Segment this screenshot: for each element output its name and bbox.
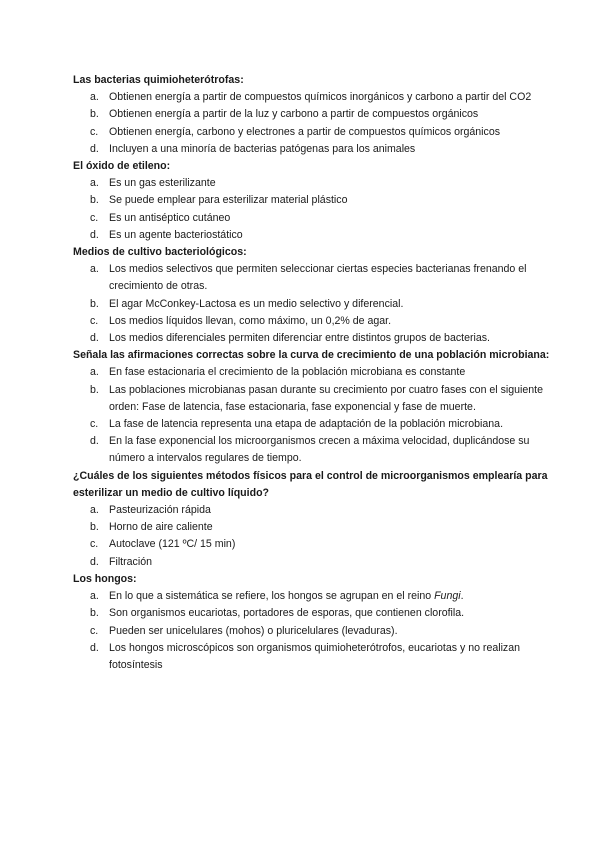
option-item: [73, 124, 560, 141]
question-2: [73, 158, 560, 244]
option-letter: b.: [90, 521, 99, 534]
option-text: Los medios líquidos llevan, como máximo, un 0,2% de agar.: [109, 314, 392, 327]
option-letter: c.: [90, 125, 99, 138]
question-title: Las bacterias quimioheterótrofas:: [73, 74, 244, 86]
option-text: Es un gas esterilizante: [109, 177, 216, 190]
option-item: [73, 502, 560, 519]
option-list: [73, 175, 560, 244]
option-item: [73, 296, 560, 313]
option-item: [73, 536, 560, 553]
option-letter: b.: [90, 383, 99, 396]
option-text: En lo que a sistemática se refiere, los hongos se agrupan en el reino: [109, 590, 435, 603]
question-5: [73, 468, 560, 571]
option-item: [73, 416, 560, 433]
option-item: [73, 433, 560, 467]
option-letter: c.: [90, 624, 99, 637]
option-item: [73, 227, 560, 244]
option-letter: a.: [90, 504, 99, 517]
question-4: [73, 347, 560, 467]
option-text: Autoclave (121 ºC/ 15 min): [109, 538, 236, 551]
option-letter: a.: [90, 263, 99, 276]
option-letter: c.: [90, 538, 99, 551]
question-title: El óxido de etileno:: [73, 160, 171, 173]
option-text: Obtienen energía a partir de compuestos químicos inorgánicos y carbono a partir del CO2: [109, 91, 532, 104]
option-list: [73, 89, 560, 158]
option-list: [73, 364, 560, 467]
question-1: [73, 72, 560, 158]
option-text: Horno de aire caliente: [109, 521, 213, 534]
option-item: [73, 623, 560, 640]
option-letter: c.: [90, 211, 99, 224]
option-item: [73, 261, 560, 295]
option-item: [73, 175, 560, 192]
option-letter: a.: [90, 91, 99, 104]
option-item: [73, 364, 560, 381]
question-title: Los hongos:: [73, 572, 137, 585]
option-letter: d.: [90, 435, 99, 448]
question-title: ¿Cuáles de los siguientes métodos físicos para el control de microorganismos emplearía para esterilizar un medio de cultivo líquido?: [73, 469, 548, 499]
option-item: [73, 330, 560, 347]
option-text-italic: Fungi: [434, 590, 461, 603]
option-letter: a.: [90, 177, 99, 190]
option-text: El agar McConkey-Lactosa es un medio selectivo y diferencial.: [109, 297, 404, 310]
question-3: [73, 244, 560, 347]
option-item: [73, 382, 560, 416]
option-item: [73, 640, 560, 674]
option-letter: a.: [90, 590, 99, 603]
option-item: [73, 519, 560, 536]
option-letter: d.: [90, 142, 99, 155]
option-item: [73, 210, 560, 227]
question-title: Señala las afirmaciones correctas sobre la curva de crecimiento de una población microbiana:: [73, 349, 550, 362]
option-text: En la fase exponencial los microorganismos crecen a máxima velocidad, duplicándose su número a intervalos regulares de tiempo.: [109, 435, 530, 465]
option-item: [73, 89, 560, 106]
question-6: [73, 571, 560, 674]
option-letter: d.: [90, 555, 99, 568]
option-letter: b.: [90, 607, 99, 620]
option-letter: d.: [90, 332, 99, 345]
option-item: [73, 313, 560, 330]
option-item: [73, 554, 560, 571]
option-text: Son organismos eucariotas, portadores de esporas, que contienen clorofila.: [109, 607, 465, 620]
option-text: Filtración: [109, 555, 152, 568]
option-letter: d.: [90, 641, 99, 654]
option-text: La fase de latencia representa una etapa de adaptación de la población microbiana.: [109, 418, 504, 431]
option-text: En fase estacionaria el crecimiento de la población microbiana es constante: [109, 366, 466, 379]
option-text: Los hongos microscópicos son organismos quimioheterótrofos, eucariotas y no realizan fotosíntesis: [109, 641, 521, 671]
option-text: Se puede emplear para esterilizar material plástico: [109, 194, 348, 207]
option-text: Las poblaciones microbianas pasan durante su crecimiento por cuatro fases con el siguiente orden: Fase de latencia, fase estacionaria, fase exponencial y fase de muerte.: [109, 383, 544, 413]
option-letter: c.: [90, 418, 99, 431]
option-item: [73, 106, 560, 123]
option-item: [73, 192, 560, 209]
option-text: Es un antiséptico cutáneo: [109, 211, 231, 224]
option-item: [73, 141, 560, 158]
option-text: Incluyen a una minoría de bacterias patógenas para los animales: [109, 142, 416, 155]
option-letter: d.: [90, 228, 99, 241]
option-text: Los medios selectivos que permiten seleccionar ciertas especies bacterianas frenando el crecimiento de otras.: [109, 263, 527, 293]
option-list: [73, 588, 560, 674]
option-letter: b.: [90, 297, 99, 310]
option-letter: c.: [90, 314, 99, 327]
option-item: [73, 588, 560, 605]
question-title: Medios de cultivo bacteriológicos:: [73, 246, 247, 259]
option-letter: a.: [90, 366, 99, 379]
option-list: [73, 261, 560, 347]
option-text: Pasteurización rápida: [109, 504, 211, 517]
option-list: [73, 502, 560, 571]
option-text: Es un agente bacteriostático: [109, 228, 243, 241]
option-letter: b.: [90, 194, 99, 207]
option-text: Los medios diferenciales permiten diferenciar entre distintos grupos de bacterias.: [109, 332, 490, 345]
option-item: [73, 605, 560, 622]
option-letter: b.: [90, 108, 99, 121]
option-text: Obtienen energía a partir de la luz y carbono a partir de compuestos orgánicos: [109, 108, 479, 121]
option-text-suffix: .: [460, 590, 464, 603]
option-text: Pueden ser unicelulares (mohos) o pluricelulares (levaduras).: [109, 624, 398, 637]
option-text: Obtienen energía, carbono y electrones a partir de compuestos químicos orgánicos: [109, 125, 501, 138]
